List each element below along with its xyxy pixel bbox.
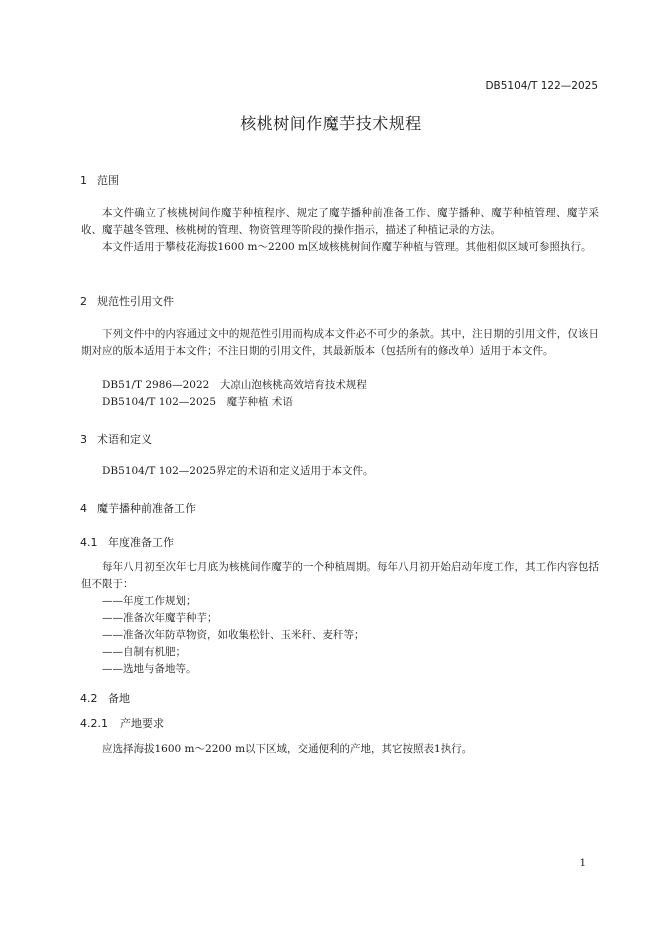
section-1-heading bbox=[80, 172, 119, 188]
section-number: 1 bbox=[80, 174, 87, 187]
section-2-paragraph-1: 下列文件中的内容通过文中的规范性引用而构成本文件必不可少的条款。其中，注日期的引用文件，仅该日期对应的版本适用于本文件；不注日期的引用文件，其最新版本（包括所有的修改单）适用于本文件。 bbox=[81, 328, 599, 357]
section-1-paragraph-1: 本文件确立了核桃树间作魔芋种植程序、规定了魔芋播种前准备工作、魔芋播种、魔芋种植管理、魔芋采收、魔芋越冬管理、核桃树的管理、物资管理等阶段的操作指示，描述了种植记录的方法。 bbox=[81, 207, 599, 236]
list-item: ——自制有机肥； bbox=[102, 646, 186, 658]
section-title: 备地 bbox=[108, 692, 130, 705]
section-4-2-heading bbox=[80, 690, 130, 706]
section-title: 年度准备工作 bbox=[108, 536, 174, 549]
section-4-heading bbox=[80, 500, 196, 516]
page-number: 1 bbox=[579, 858, 586, 869]
list-item: ——准备次年防草物资，如收集松针、玉米秆、麦秆等； bbox=[102, 629, 365, 641]
section-4-2-1-paragraph-1: 应选择海拔1600 m～2200 m以下区域，交通便利的产地，其它按照表1执行。 bbox=[102, 743, 473, 755]
section-2-heading bbox=[80, 293, 174, 309]
document-code: DB5104/T 122—2025 bbox=[485, 80, 598, 92]
section-number: 4.2 bbox=[80, 692, 98, 705]
section-number: 4.2.1 bbox=[80, 717, 108, 730]
section-number: 2 bbox=[80, 295, 87, 308]
section-number: 3 bbox=[80, 433, 87, 446]
list-item: ——年度工作规划； bbox=[102, 595, 197, 607]
section-1-paragraph-2: 本文件适用于攀枝花海拔1600 m～2200 m区域核桃树间作魔芋种植与管理。其他相似区域可参照执行。 bbox=[102, 241, 592, 253]
section-3-heading bbox=[80, 431, 152, 447]
section-3-paragraph-1: DB5104/T 102—2025界定的术语和定义适用于本文件。 bbox=[102, 465, 374, 477]
section-title: 魔芋播种前准备工作 bbox=[97, 502, 196, 515]
section-title: 产地要求 bbox=[120, 717, 164, 730]
section-4-2-1-heading bbox=[80, 715, 164, 731]
section-title: 术语和定义 bbox=[97, 433, 152, 446]
list-item: ——准备次年魔芋种芋； bbox=[102, 612, 218, 624]
section-number: 4.1 bbox=[80, 536, 98, 549]
reference-1: DB51/T 2986—2022 大凉山泡核桃高效培育技术规程 bbox=[102, 379, 367, 391]
list-item: ——选地与备地等。 bbox=[102, 663, 197, 675]
section-4-1-heading bbox=[80, 534, 174, 550]
section-number: 4 bbox=[80, 502, 87, 515]
section-4-1-paragraph-1: 每年八月初至次年七月底为核桃间作魔芋的一个种植周期。每年八月初开始启动年度工作，其工作内容包括但不限于： bbox=[81, 561, 599, 590]
section-title: 范围 bbox=[97, 174, 119, 187]
reference-2: DB5104/T 102—2025 魔芋种植 术语 bbox=[102, 396, 293, 408]
section-title: 规范性引用文件 bbox=[97, 295, 174, 308]
document-title: 核桃树间作魔芋技术规程 bbox=[240, 114, 422, 133]
